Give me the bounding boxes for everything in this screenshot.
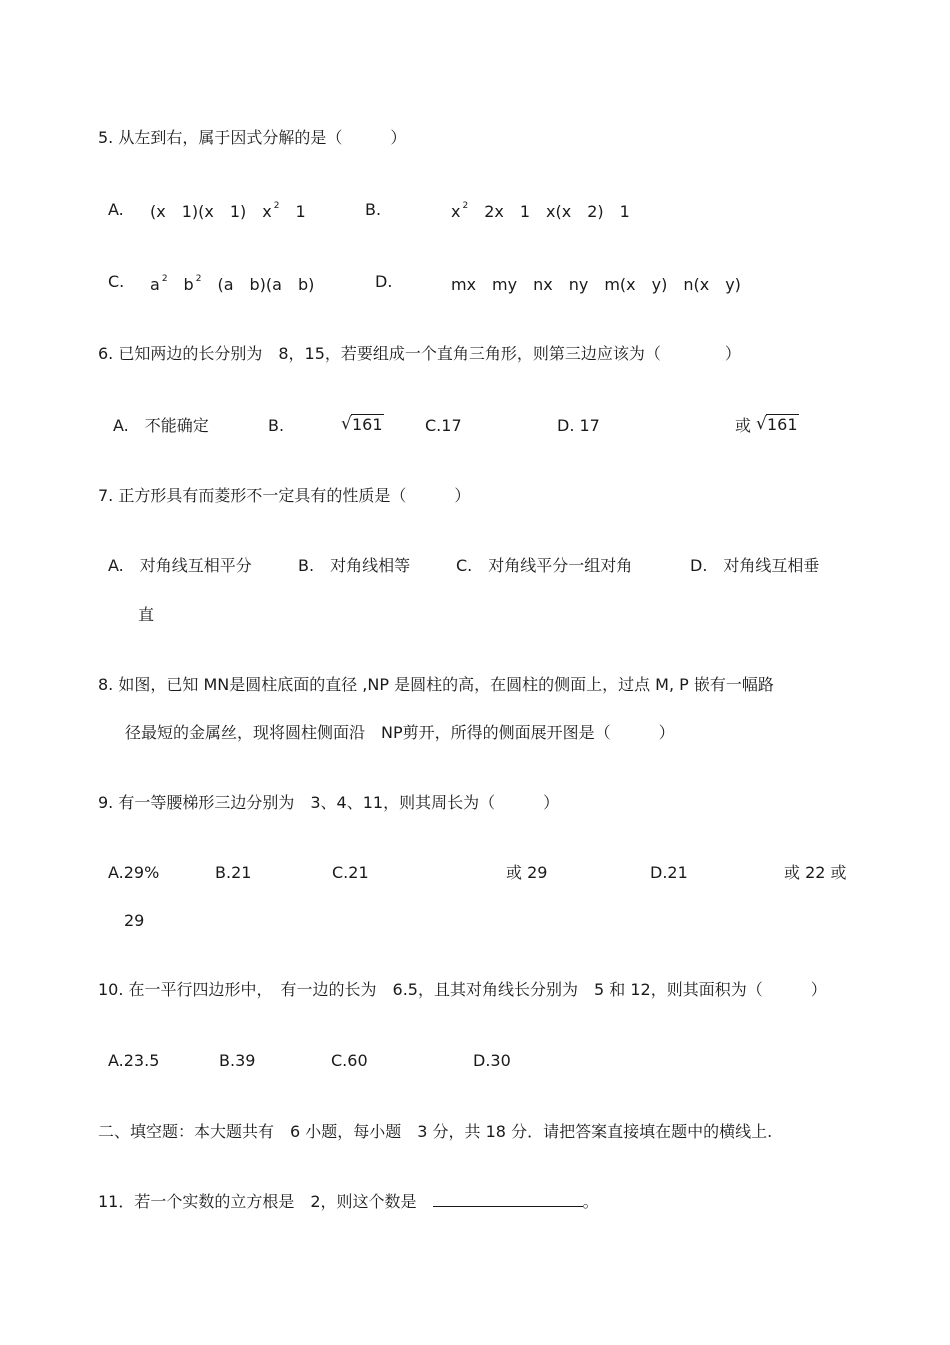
- q6-option-b-label: B.: [268, 416, 285, 435]
- q5-option-b-label: B.: [365, 200, 382, 219]
- q7-option-c: C. 对角线平分一组对角: [456, 556, 633, 575]
- q10-option-a: A.23.5: [108, 1051, 160, 1070]
- q8-stem-line2: 径最短的金属丝，现将圆柱侧面沿 NP剪开，所得的侧面展开图是（ ）: [125, 723, 675, 742]
- q5-stem: 5. 从左到右，属于因式分解的是（ ）: [98, 128, 407, 147]
- q7-option-d: D. 对角线互相垂: [690, 556, 820, 575]
- q5-option-d-label: D.: [375, 272, 393, 291]
- q9-option-d: D.21: [650, 863, 688, 882]
- q5-option-a-label: A.: [108, 200, 124, 219]
- q9-option-a: A.29%: [108, 863, 160, 882]
- q9-option-c: C.21: [332, 863, 369, 882]
- sqrt-symbol: √: [756, 414, 767, 434]
- q9-option-c-or: 或 29: [506, 863, 548, 882]
- q9-option-d-or: 或 22 或: [784, 863, 847, 882]
- q11-answer-blank[interactable]: [433, 1192, 583, 1207]
- q10-option-d: D.30: [473, 1051, 511, 1070]
- q6-option-d: D. 17: [557, 416, 600, 435]
- q7-option-a: A. 对角线互相平分: [108, 556, 252, 575]
- q6-option-c: C.17: [425, 416, 462, 435]
- q11-stem: 11．若一个实数的立方根是 2，则这个数是 。: [98, 1192, 599, 1211]
- q5-option-b-expression: x $^2$ 2x 1 x(x 2) 1: [451, 201, 630, 221]
- q9-option-d-continued: 29: [124, 911, 145, 930]
- q6-option-d-or: 或: [735, 416, 752, 435]
- sqrt-symbol: √: [341, 414, 352, 434]
- q5-option-d-expression: mx my nx ny m(x y) n(x y): [451, 275, 741, 294]
- q6-stem: 6. 已知两边的长分别为 8，15，若要组成一个直角三角形，则第三边应该为（ ）: [98, 344, 741, 363]
- q7-option-b: B. 对角线相等: [298, 556, 411, 575]
- q6-option-d-sqrt: √ 161: [756, 414, 798, 434]
- q10-stem: 10. 在一平行四边形中， 有一边的长为 6.5，且其对角线长分别为 5 和 12，则其面积为（ ）: [98, 980, 827, 999]
- q10-option-c: C.60: [331, 1051, 368, 1070]
- q10-option-b: B.39: [219, 1051, 256, 1070]
- q7-stem: 7. 正方形具有而菱形不一定具有的性质是（ ）: [98, 486, 471, 505]
- q9-option-b: B.21: [215, 863, 252, 882]
- q7-option-d-continued: 直: [138, 605, 155, 624]
- q5-option-c-expression: a $^2$ b $^2$ (a b)(a b): [150, 274, 315, 294]
- q6-option-b-sqrt: √ 161: [341, 414, 383, 434]
- q5-option-a-expression: (x 1)(x 1) x $^2$ 1: [150, 201, 306, 221]
- q6-option-a: A. 不能确定: [113, 416, 209, 435]
- section-heading-fill-in: 二、填空题：本大题共有 6 小题，每小题 3 分，共 18 分．请把答案直接填在题中的横线上.: [98, 1122, 773, 1141]
- q5-option-c-label: C.: [108, 272, 125, 291]
- q8-stem-line1: 8. 如图，已知 MN是圆柱底面的直径 ,NP 是圆柱的高，在圆柱的侧面上，过点 M, P 嵌有一幅路: [98, 675, 774, 694]
- q9-stem: 9. 有一等腰梯形三边分别为 3、4、11，则其周长为（ ）: [98, 793, 560, 812]
